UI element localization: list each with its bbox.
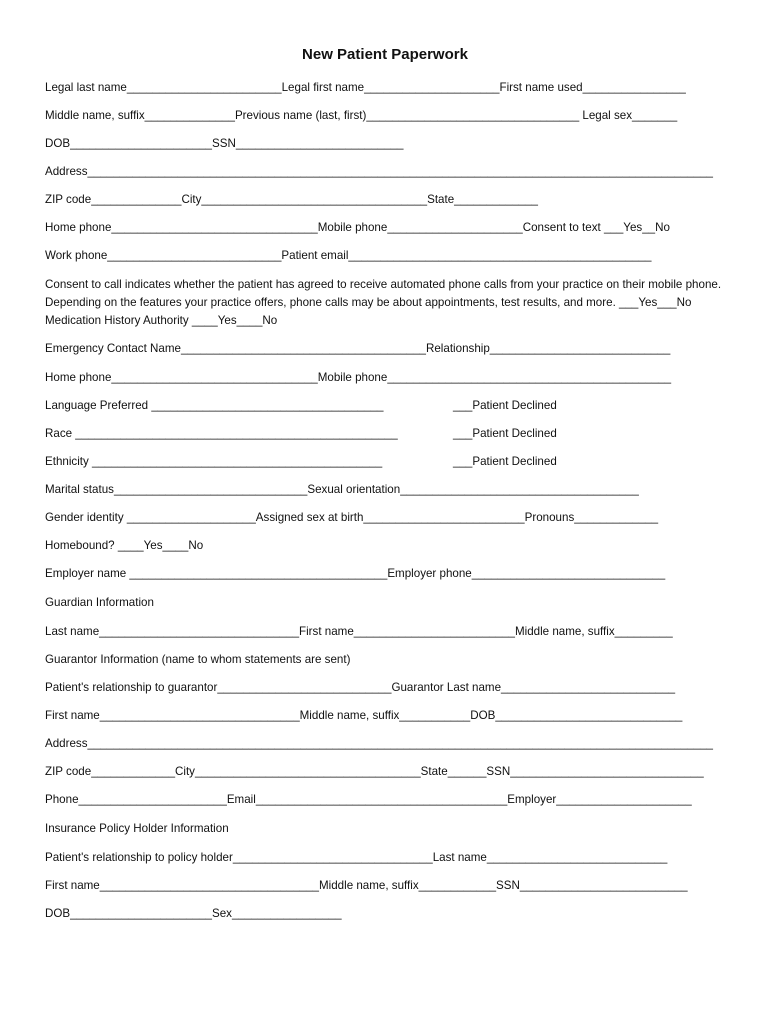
middle-name-line: Middle name, suffix______________Previous name (last, first)_________________________________ Legal sex_______ [45,109,678,122]
language-declined: ___Patient Declined [453,399,557,412]
emergency-phone-line: Home phone________________________________Mobile phone____________________________________________ [45,371,672,384]
marital-orientation-line: Marital status______________________________Sexual orientation_____________________________________ [45,483,639,496]
dob-ssn-line: DOB______________________SSN__________________________ [45,137,404,150]
insurance-heading: Insurance Policy Holder Information [45,822,229,835]
guarantor-heading: Guarantor Information (name to whom statements are sent) [45,653,351,666]
legal-name-line: Legal last name________________________Legal first name_____________________First name used________________ [45,81,686,94]
gender-identity-line: Gender identity ____________________Assigned sex at birth_________________________Pronouns_____________ [45,511,659,524]
guardian-name-line: Last name_______________________________First name_________________________Middle name, suffix_________ [45,625,673,638]
guarantor-address-line: Address_________________________________________________________________________________________________ [45,737,713,750]
consent-paragraph: Consent to call indicates whether the patient has agreed to receive automated phone calls from your practice on their mobile phone. Depending on the features your practice offers, phone calls may be about appointments, test results, and more. ___Yes___No Medication History Authority ____Yes____No [45,278,722,327]
race-declined: ___Patient Declined [453,427,557,440]
emergency-contact-line: Emergency Contact Name______________________________________Relationship____________________________ [45,342,671,355]
guardian-heading: Guardian Information [45,596,154,609]
zip-city-state-line: ZIP code______________City___________________________________State_____________ [45,193,538,206]
race-line: Race __________________________________________________ [45,427,398,440]
language-line: Language Preferred ____________________________________ [45,399,384,412]
work-phone-email-line: Work phone___________________________Patient email_______________________________________________ [45,249,652,262]
policy-holder-dob-line: DOB______________________Sex_________________ [45,907,342,920]
form-title: New Patient Paperwork [302,46,468,63]
address-line: Address_________________________________________________________________________________________________ [45,165,713,178]
policy-holder-relationship-line: Patient's relationship to policy holder_______________________________Last name____________________________ [45,851,668,864]
guarantor-relationship-line: Patient's relationship to guarantor___________________________Guarantor Last name___________________________ [45,681,676,694]
ethnicity-line: Ethnicity _____________________________________________ [45,455,383,468]
homebound-line: Homebound? ____Yes____No [45,539,204,552]
guarantor-zip-line: ZIP code_____________City___________________________________State______SSN______________________________ [45,765,704,778]
guarantor-name-line: First name_______________________________Middle name, suffix___________DOB_____________________________ [45,709,683,722]
employer-line: Employer name ________________________________________Employer phone______________________________ [45,567,666,580]
guarantor-contact-line: Phone_______________________Email_______________________________________Employer_____________________ [45,793,692,806]
home-mobile-phone-line: Home phone________________________________Mobile phone_____________________Consent to text ___Yes__No [45,221,670,234]
policy-holder-name-line: First name__________________________________Middle name, suffix____________SSN__________________________ [45,879,688,892]
ethnicity-declined: ___Patient Declined [453,455,557,468]
